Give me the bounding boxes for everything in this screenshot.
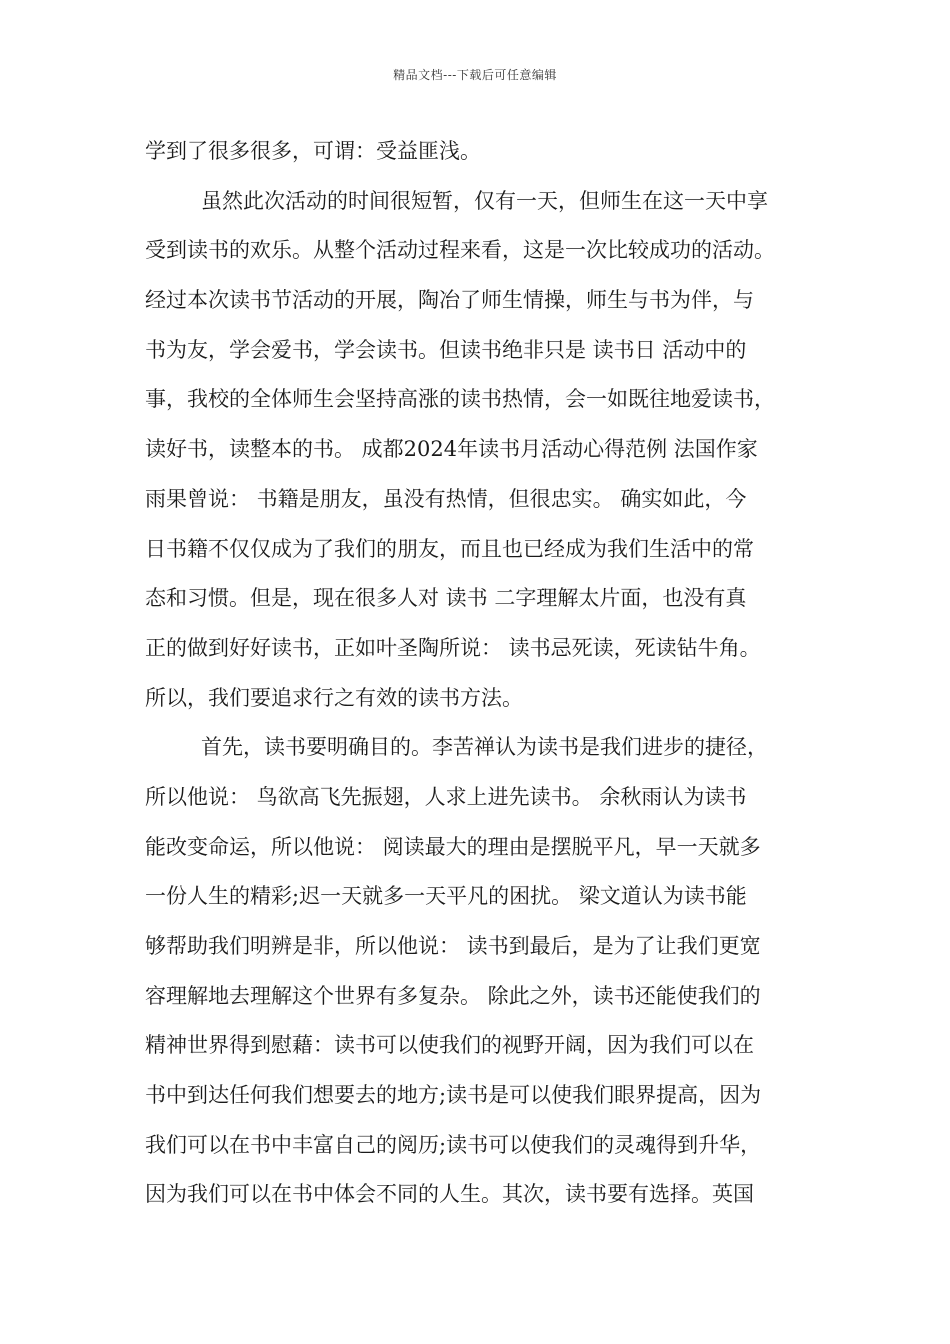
text-line: 态和习惯。但是，现在很多人对 读书 二字理解太片面，也没有真 — [145, 586, 747, 611]
text-line: 一份人生的精彩;迟一天就多一天平凡的困扰。 梁文道认为读书能 — [145, 884, 747, 909]
text-line: 学到了很多很多，可谓：受益匪浅。 — [145, 139, 481, 163]
text-line: 因为我们可以在书中体会不同的人生。其次，读书要有选择。英国 — [145, 1182, 754, 1207]
paragraph-first-line: 虽然此次活动的时间很短暂，仅有一天，但师生在这一天中享 — [201, 188, 768, 213]
text-line: 雨果曾说： 书籍是朋友，虽没有热情，但很忠实。 确实如此，今 — [145, 486, 747, 511]
paragraph-first-line: 首先，读书要明确目的。李苦禅认为读书是我们进步的捷径， — [201, 735, 768, 760]
text-line: 我们可以在书中丰富自己的阅历;读书可以使我们的灵魂得到升华， — [145, 1132, 762, 1157]
text-line: 所以，我们要追求行之有效的读书方法。 — [145, 685, 523, 710]
text-line: 精神世界得到慰藉：读书可以使我们的视野开阔，因为我们可以在 — [145, 1033, 754, 1058]
page-header: 精品文档---下载后可任意编辑 — [393, 68, 557, 82]
text-line: 所以他说： 鸟欲高飞先振翅，人求上进先读书。 余秋雨认为读书 — [145, 784, 747, 809]
text-line: 能改变命运，所以他说： 阅读最大的理由是摆脱平凡，早一天就多 — [145, 834, 761, 859]
text-line: 书为友，学会爱书，学会读书。但读书绝非只是 读书日 活动中的 — [145, 337, 747, 362]
document-body — [145, 127, 810, 1220]
text-line: 事，我校的全体师生会坚持高涨的读书热情，会一如既往地爱读书， — [145, 387, 775, 412]
text-line: 容理解地去理解这个世界有多复杂。 除此之外，读书还能使我们的 — [145, 983, 761, 1008]
text-line: 够帮助我们明辨是非，所以他说： 读书到最后，是为了让我们更宽 — [145, 934, 761, 958]
text-line: 读好书，读整本的书。 成都2024年读书月活动心得范例 法国作家 — [145, 437, 758, 462]
text-line: 正的做到好好读书，正如叶圣陶所说： 读书忌死读，死读钻牛角。 — [145, 635, 761, 660]
text-line: 受到读书的欢乐。从整个活动过程来看，这是一次比较成功的活动。 — [145, 238, 775, 263]
text-line: 经过本次读书节活动的开展，陶冶了师生情操，师生与书为伴，与 — [145, 288, 754, 313]
text-line: 书中到达任何我们想要去的地方;读书是可以使我们眼界提高，因为 — [145, 1083, 762, 1108]
text-line: 日书籍不仅仅成为了我们的朋友，而且也已经成为我们生活中的常 — [145, 536, 754, 561]
